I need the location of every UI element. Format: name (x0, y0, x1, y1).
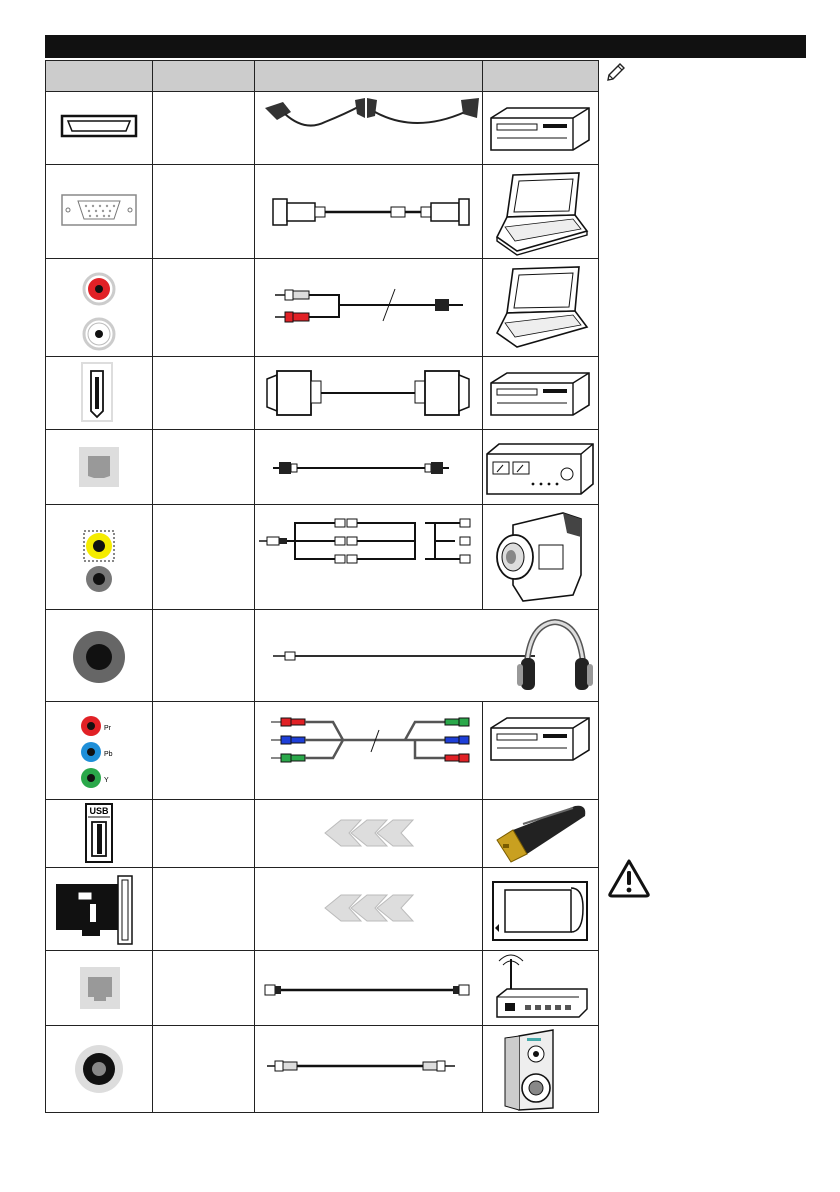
table-row (46, 430, 599, 505)
ci-slot-icon (46, 868, 152, 950)
table-row (46, 1026, 599, 1113)
headphone-cable-icon (255, 610, 598, 701)
router-icon (483, 951, 598, 1025)
type-cell (153, 1026, 255, 1113)
table-row (46, 259, 599, 357)
section-header-bar (45, 35, 806, 58)
port-cell (46, 610, 153, 702)
vga-port-icon (46, 165, 152, 258)
vga-cable-icon (255, 165, 482, 258)
port-cell (46, 357, 153, 430)
cable-cell (255, 1026, 483, 1113)
type-cell (153, 951, 255, 1026)
type-cell (153, 800, 255, 868)
cam-module-icon (483, 868, 598, 950)
pr-label: Pr (104, 725, 111, 732)
port-cell (46, 505, 153, 610)
note-pencil-icon (604, 60, 628, 84)
port-cell (46, 430, 153, 505)
insert-arrows-icon (255, 800, 482, 867)
usb-port-icon (46, 800, 152, 867)
port-cell (46, 800, 153, 868)
table-row (46, 610, 599, 702)
device-cell (483, 800, 599, 868)
device-cell (483, 430, 599, 505)
port-cell (46, 1026, 153, 1113)
column-header-connector (46, 61, 153, 92)
ypbpr-port-icon (46, 702, 152, 799)
cable-cell (255, 800, 483, 868)
scart-cable-icon (255, 92, 482, 164)
port-cell (46, 165, 153, 259)
port-cell (46, 259, 153, 357)
cable-cell (255, 951, 483, 1026)
usb-label: USB (89, 806, 109, 816)
dvd-recorder-icon (483, 357, 598, 429)
audio-lr-port-icon (46, 259, 152, 356)
type-cell (153, 505, 255, 610)
coaxial-cable-icon (255, 1026, 482, 1112)
device-cell (483, 165, 599, 259)
cable-cell (255, 868, 483, 951)
cable-cell (255, 505, 483, 610)
cable-cell (255, 259, 483, 357)
device-cell (483, 702, 599, 800)
optical-cable-icon (255, 430, 482, 504)
column-header-type (153, 61, 255, 92)
usb-stick-icon (483, 800, 598, 867)
table-row (46, 868, 599, 951)
headphone-jack-icon (46, 610, 152, 701)
table-row (46, 800, 599, 868)
laptop-icon (483, 259, 598, 356)
cable-cell (255, 165, 483, 259)
hdmi-cable-icon (255, 357, 482, 429)
type-cell (153, 165, 255, 259)
type-cell (153, 357, 255, 430)
table-row (46, 92, 599, 165)
av-port-icon (46, 505, 152, 609)
av-breakout-cable-icon (255, 505, 482, 609)
cable-cell (255, 702, 483, 800)
type-cell (153, 259, 255, 357)
column-header-cables (255, 61, 483, 92)
lan-cable-icon (255, 951, 482, 1025)
table-row (46, 357, 599, 430)
port-cell (46, 868, 153, 951)
dvd-recorder-icon (483, 92, 598, 164)
table-row (46, 702, 599, 800)
spdif-port-icon (46, 430, 152, 504)
table-row (46, 951, 599, 1026)
laptop-icon (483, 165, 598, 258)
cable-cell (255, 92, 483, 165)
type-cell (153, 868, 255, 951)
type-cell (153, 92, 255, 165)
cable-cell (255, 357, 483, 430)
dvd-recorder-icon (483, 702, 598, 799)
warning-triangle-icon (607, 858, 651, 898)
table-row (46, 505, 599, 610)
amplifier-icon (483, 430, 598, 504)
device-cell (483, 868, 599, 951)
camcorder-icon (483, 505, 598, 609)
scart-port-icon (46, 92, 152, 164)
coaxial-audio-port-icon (46, 1026, 152, 1112)
connection-table (45, 60, 599, 1113)
insert-arrows-icon (255, 868, 482, 950)
port-cell (46, 702, 153, 800)
y-label: Y (104, 777, 109, 784)
device-cell (483, 92, 599, 165)
device-cell (483, 1026, 599, 1113)
table-row (46, 165, 599, 259)
device-cell (483, 505, 599, 610)
table-header-row (46, 61, 599, 92)
hdmi-port-icon (46, 357, 152, 429)
cable-cell (255, 430, 483, 505)
type-cell (153, 610, 255, 702)
type-cell (153, 430, 255, 505)
device-cell (483, 259, 599, 357)
rca-to-minijack-cable-icon (255, 259, 482, 356)
ethernet-port-icon (46, 951, 152, 1025)
pb-label: Pb (104, 751, 113, 758)
port-cell (46, 92, 153, 165)
column-header-device (483, 61, 599, 92)
subwoofer-icon (483, 1026, 598, 1112)
component-cable-icon (255, 702, 482, 799)
device-cell (483, 357, 599, 430)
port-cell (46, 951, 153, 1026)
device-cell (483, 951, 599, 1026)
cable-device-cell (255, 610, 599, 702)
type-cell (153, 702, 255, 800)
